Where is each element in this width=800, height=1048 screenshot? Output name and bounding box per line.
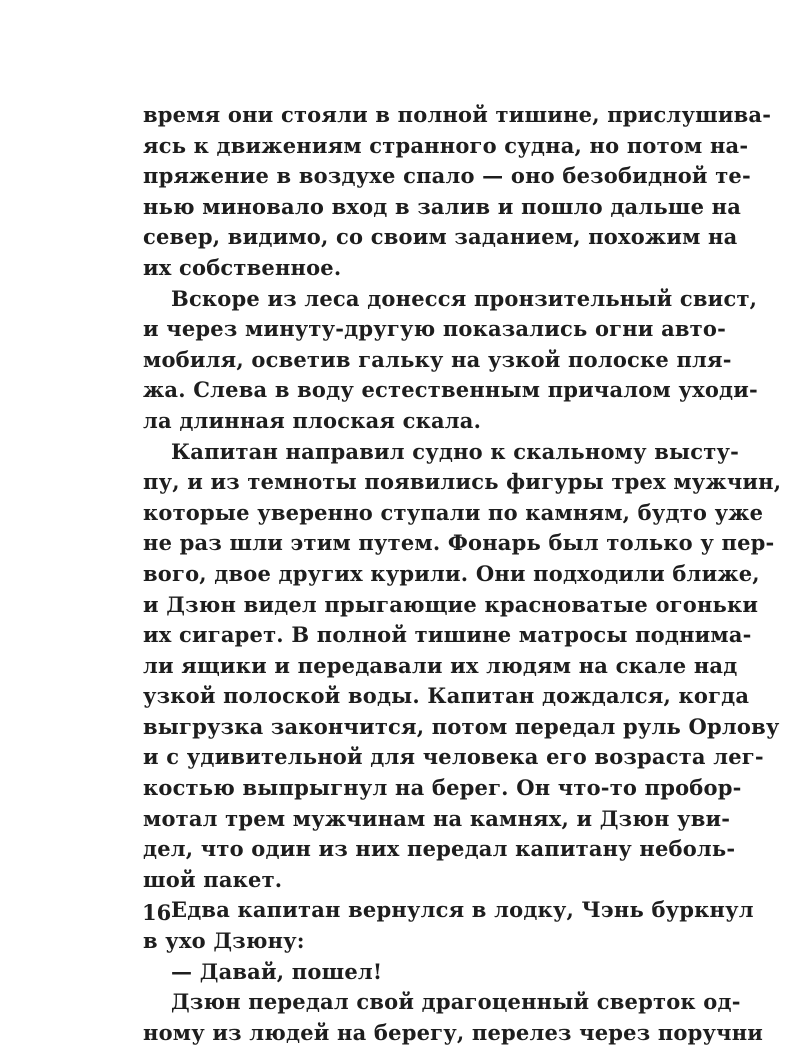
text-line: не раз шли этим путем. Фонарь был только у пер- [143, 530, 775, 556]
body-text [143, 100, 782, 1048]
text-line: узкой полоской воды. Капитан дождался, когда [143, 683, 750, 709]
paragraph-first-line: Едва капитан вернулся в лодку, Чэнь буркнул [171, 897, 754, 923]
text-line: мобиля, осветив гальку на узкой полоске пля- [143, 346, 732, 372]
text-line: ли ящики и передавали их людям на скале над [143, 652, 738, 678]
text-line: пряжение в воздухе спало — оно безобидной те- [143, 163, 751, 189]
text-line: их собственное. [143, 254, 342, 280]
paragraph-first-line: Дзюн передал свой драгоценный сверток од- [171, 989, 741, 1015]
text-line: мотал трем мужчинам на камнях, и Дзюн уви- [143, 805, 731, 831]
dialogue-line: — Давай, пошел! [171, 958, 383, 984]
paragraph-first-line: Капитан направил судно к скальному высту- [171, 438, 740, 464]
text-line: в ухо Дзюну: [143, 928, 305, 954]
text-line: пу, и из темноты появились фигуры трех мужчин, [143, 469, 782, 495]
text-line: вого, двое других курили. Они подходили ближе, [143, 560, 760, 586]
text-line: время они стояли в полной тишине, прислушива- [143, 102, 772, 127]
paragraph-first-line: Вскоре из леса донесся пронзительный свист, [171, 285, 758, 311]
text-line: нью миновало вход в залив и пошло дальше на [143, 193, 742, 219]
text-line: и с удивительной для человека его возраста лег- [143, 744, 764, 770]
text-line: и Дзюн видел прыгающие красноватые огоньки [143, 591, 759, 617]
page-number: 16 [142, 900, 172, 925]
text-line: ному из людей на берегу, перелез через поручни [143, 1019, 764, 1045]
text-line: шой пакет. [143, 866, 283, 892]
text-line: выгрузка закончится, потом передал руль Орлову [143, 713, 780, 739]
text-line: и через минуту-другую показались огни авто- [143, 316, 727, 342]
text-line: костью выпрыгнул на берег. Он что-то пробор- [143, 775, 742, 801]
text-line: ла длинная плоская скала. [143, 407, 482, 433]
text-line: дел, что один из них передал капитану неболь- [143, 836, 736, 862]
text-line: их сигарет. В полной тишине матросы поднима- [143, 622, 752, 648]
text-line: ясь к движениям странного судна, но потом на- [143, 132, 749, 158]
text-line: которые уверенно ступали по камням, будто уже [143, 499, 764, 525]
text-line: север, видимо, со своим заданием, похожим на [143, 224, 738, 250]
text-line: жа. Слева в воду естественным причалом уходи- [143, 377, 758, 403]
